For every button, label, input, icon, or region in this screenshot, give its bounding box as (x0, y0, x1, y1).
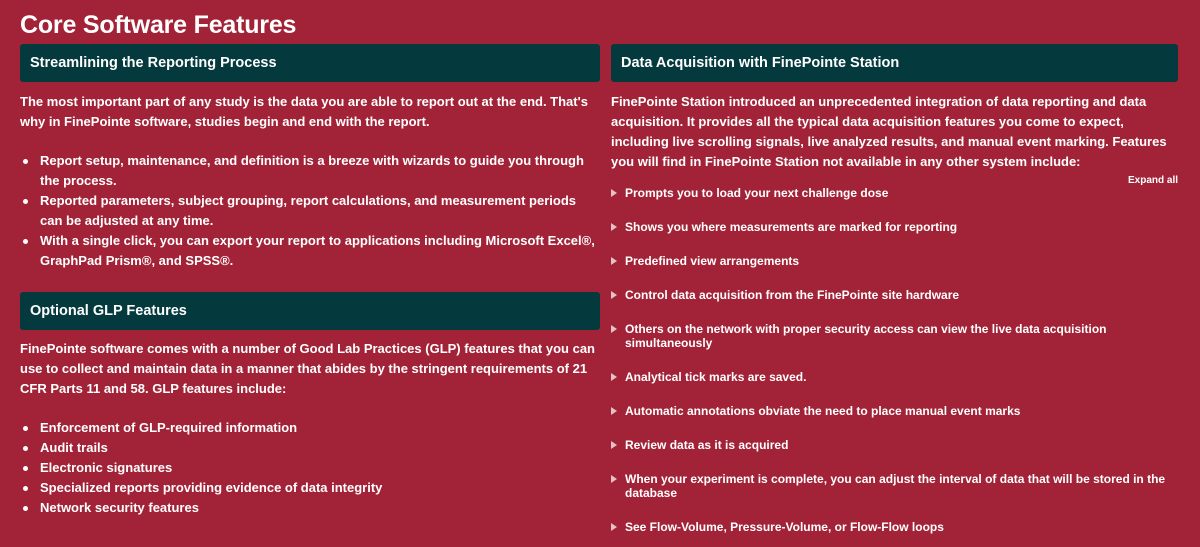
accordion-item[interactable] (611, 472, 1178, 500)
accordion-item[interactable] (611, 220, 1178, 234)
accordion-item[interactable] (611, 186, 1178, 200)
glp-bullet-list (20, 418, 600, 518)
triangle-right-icon (611, 373, 617, 381)
triangle-right-icon (611, 441, 617, 449)
triangle-right-icon (611, 257, 617, 265)
accordion-item[interactable] (611, 322, 1178, 350)
accordion-item-label: Analytical tick marks are saved. (625, 370, 807, 384)
page-title: Core Software Features (20, 11, 297, 39)
glp-intro: FinePointe software comes with a number of Good Lab Practices (GLP) features that you can use to collect and maintain data in a manner that abides by the stringent requirements of 21 CFR Parts 11 and 58. GLP features include: (20, 341, 595, 396)
triangle-right-icon (611, 475, 617, 483)
triangle-right-icon (611, 291, 617, 299)
triangle-right-icon (611, 407, 617, 415)
accordion-item-label: Prompts you to load your next challenge dose (625, 186, 889, 200)
acquisition-accordion (611, 186, 1178, 534)
accordion-item-label: Shows you where measurements are marked for reporting (625, 220, 958, 234)
reporting-section-header (20, 44, 600, 82)
list-item: Reported parameters, subject grouping, report calculations, and measurement periods can be adjusted at any time. (20, 191, 600, 231)
expand-all-link[interactable]: Expand all (1127, 175, 1178, 186)
accordion-item[interactable] (611, 254, 1178, 268)
accordion-item-label: Automatic annotations obviate the need to place manual event marks (625, 404, 1021, 418)
list-item: Electronic signatures (20, 458, 600, 478)
accordion-item[interactable] (611, 370, 1178, 384)
list-item: Specialized reports providing evidence of data integrity (20, 478, 600, 498)
list-item: Enforcement of GLP-required information (20, 418, 600, 438)
accordion-item-label: When your experiment is complete, you can adjust the interval of data that will be stored in the database (625, 472, 1166, 500)
triangle-right-icon (611, 189, 617, 197)
triangle-right-icon (611, 523, 617, 531)
list-item: Report setup, maintenance, and definition is a breeze with wizards to guide you through the process. (20, 151, 600, 191)
left-column (20, 44, 600, 518)
accordion-item-label: Others on the network with proper security access can view the live data acquisition simultaneously (625, 322, 1107, 350)
triangle-right-icon (611, 325, 617, 333)
accordion-item[interactable] (611, 438, 1178, 452)
glp-section-header (20, 292, 600, 330)
accordion-item-label: Review data as it is acquired (625, 438, 789, 452)
right-column (611, 44, 1178, 534)
triangle-right-icon (611, 223, 617, 231)
acquisition-section-header (611, 44, 1178, 82)
reporting-section-title: Streamlining the Reporting Process (30, 55, 277, 71)
glp-section-title: Optional GLP Features (30, 303, 187, 319)
accordion-item-label: See Flow-Volume, Pressure-Volume, or Flow-Flow loops (625, 520, 944, 534)
list-item: Audit trails (20, 438, 600, 458)
acquisition-intro: FinePointe Station introduced an unprecedented integration of data reporting and data acquisition. It provides all the typical data acquisition features you come to expect, including live scrolling signals, live analyzed results, and manual event marking. Features you will find in FinePointe Station not available in any other system include: (611, 94, 1167, 169)
reporting-intro: The most important part of any study is the data you are able to report out at the end. That's why in FinePointe software, studies begin and end with the report. (20, 94, 588, 129)
acquisition-section-title: Data Acquisition with FinePointe Station (621, 55, 900, 71)
reporting-bullet-list (20, 151, 600, 271)
accordion-item[interactable] (611, 404, 1178, 418)
accordion-item[interactable] (611, 288, 1178, 302)
list-item: Network security features (20, 498, 600, 518)
accordion-item-label: Predefined view arrangements (625, 254, 800, 268)
list-item: With a single click, you can export your report to applications including Microsoft Excel®, GraphPad Prism®, and SPSS®. (20, 231, 600, 271)
accordion-item[interactable] (611, 520, 1178, 534)
accordion-item-label: Control data acquisition from the FinePointe site hardware (625, 288, 960, 302)
